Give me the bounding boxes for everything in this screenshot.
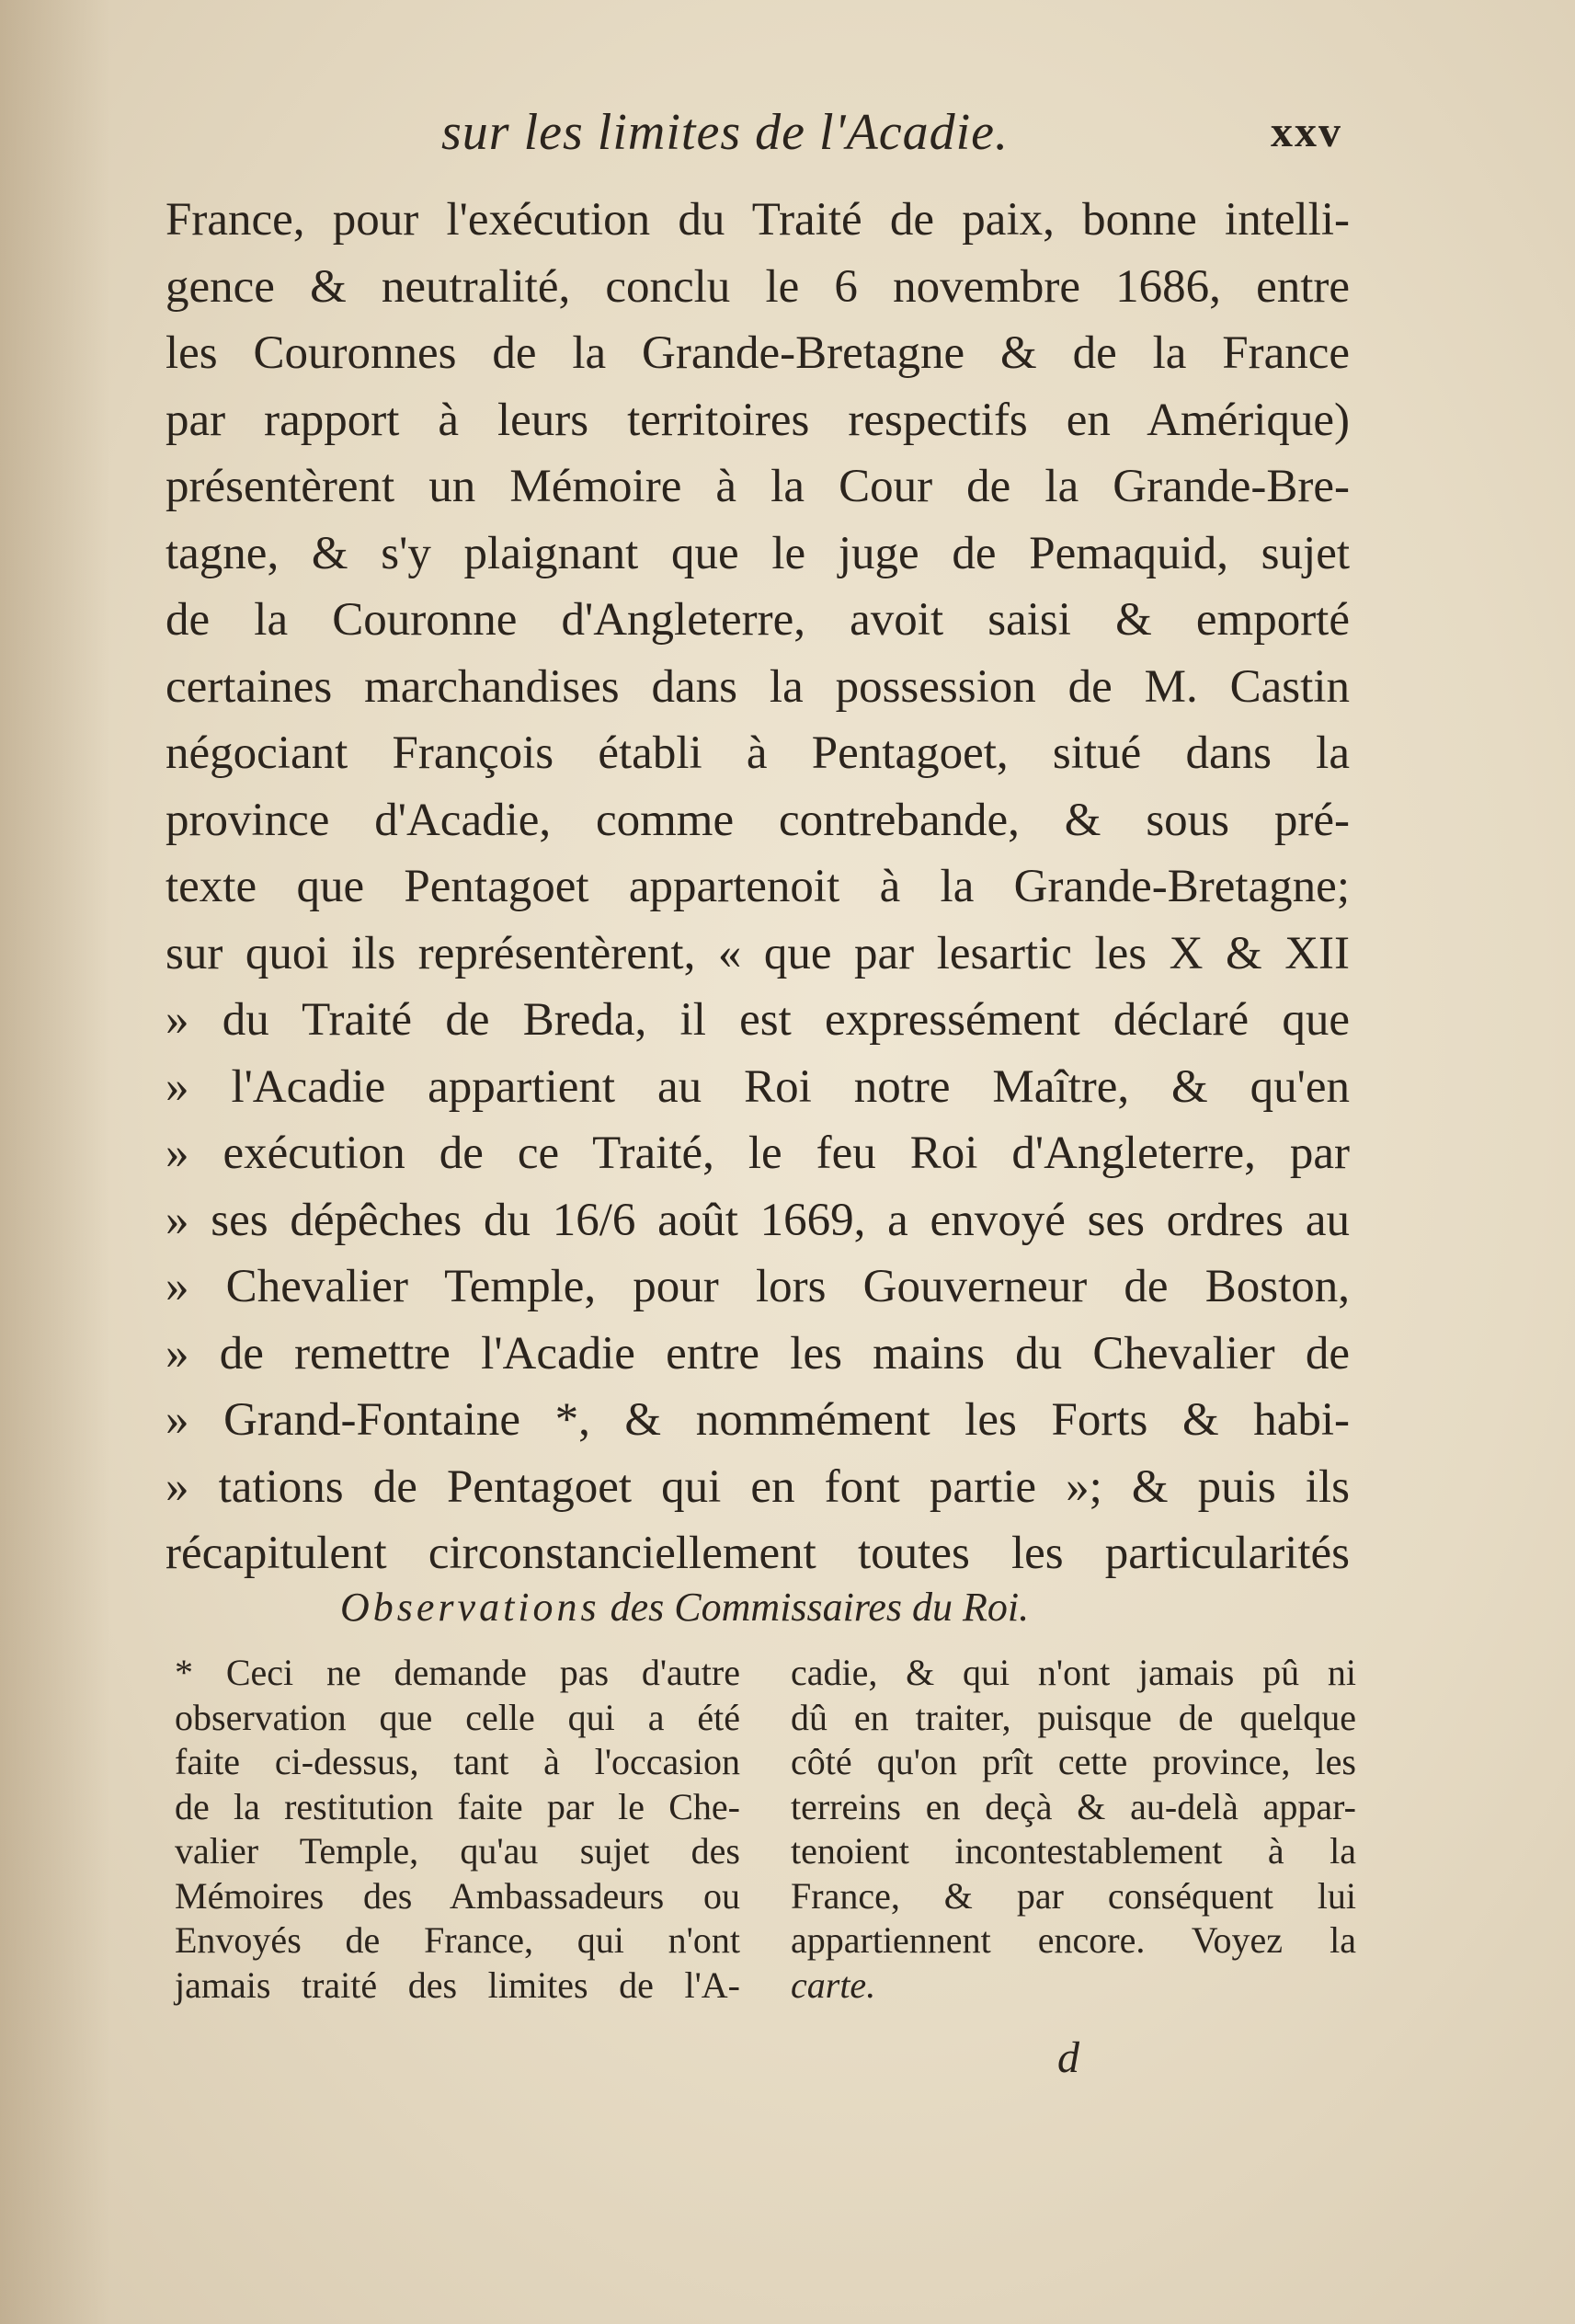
text-line: » Grand-Fontaine *, & nommément les Forts & habi- <box>165 1394 1350 1446</box>
footnote-line: cadie, & qui n'ont jamais pû ni <box>791 1652 1356 1693</box>
text-line: » l'Acadie appartient au Roi notre Maître, & qu'en <box>165 1060 1350 1113</box>
footnote-line: France, & par conséquent lui <box>791 1874 1356 1917</box>
signature-mark: d <box>1057 2033 1079 2082</box>
section-heading-caps: Observations <box>340 1585 600 1630</box>
footnote-line: Mémoires des Ambassadeurs ou <box>175 1874 740 1917</box>
text-line: province d'Acadie, comme contrebande, & sous pré- <box>165 794 1350 846</box>
footnote-line: carte. <box>791 1963 876 2006</box>
footnote-line: de la restitution faite par le Che- <box>175 1785 740 1827</box>
footnote-line: valier Temple, qu'au sujet des <box>175 1830 740 1872</box>
footnote-line: * Ceci ne demande pas d'autre <box>175 1652 740 1693</box>
footnote-column-left <box>175 1651 740 2008</box>
footnote-line: côté qu'on prît cette province, les <box>791 1741 1356 1782</box>
text-line: par rapport à leurs territoires respectifs en Amérique) <box>165 394 1350 446</box>
text-line: les Couronnes de la Grande-Bretagne & de la France <box>165 327 1350 379</box>
running-title: sur les limites de l'Acadie. <box>441 104 1009 161</box>
text-line: sur quoi ils représentèrent, « que par lesartic les X & XII <box>165 927 1350 979</box>
footnote-line: terreins en deçà & au-delà appar- <box>791 1785 1356 1827</box>
body-text <box>165 187 1350 1587</box>
section-heading-rest: des Commissaires du Roi. <box>610 1585 1030 1630</box>
page-number: xxv <box>1271 108 1342 156</box>
text-line: » du Traité de Breda, il est expressément déclaré que <box>165 994 1350 1046</box>
text-line: récapitulent circonstanciellement toutes les particularités <box>165 1528 1350 1579</box>
footnote-line: Envoyés de France, qui n'ont <box>175 1919 740 1961</box>
footnote-line: faite ci-dessus, tant à l'occasion <box>175 1741 740 1782</box>
footnote-line: dû en traiter, puisque de quelque <box>791 1696 1356 1738</box>
text-line: de la Couronne d'Angleterre, avoit saisi & emporté <box>165 594 1350 646</box>
footnote-line: tenoient incontestablement à la <box>791 1830 1356 1872</box>
text-line: texte que Pentagoet appartenoit à la Grande-Bretagne; <box>165 861 1350 912</box>
footnote-line: observation que celle qui a été <box>175 1696 740 1738</box>
footnote-column-right <box>791 1651 1356 2008</box>
footnote-line: jamais traité des limites de l'A- <box>175 1963 740 2006</box>
text-line: gence & neutralité, conclu le 6 novembre 1686, entre <box>165 260 1350 313</box>
text-line: tagne, & s'y plaignant que le juge de Pemaquid, sujet <box>165 527 1350 579</box>
footnote-line: appartiennent encore. Voyez la <box>791 1919 1356 1961</box>
text-line: » tations de Pentagoet qui en font partie »; & puis ils <box>165 1460 1350 1513</box>
text-line: » exécution de ce Traité, le feu Roi d'Angleterre, par <box>165 1128 1350 1179</box>
running-head <box>441 103 1361 177</box>
text-line: présentèrent un Mémoire à la Cour de la Grande-Bre- <box>165 461 1350 512</box>
text-line: France, pour l'exécution du Traité de paix, bonne intelli- <box>165 194 1350 246</box>
text-line: » Chevalier Temple, pour lors Gouverneur de Boston, <box>165 1261 1350 1312</box>
text-line: certaines marchandises dans la possession de M. Castin <box>165 660 1350 713</box>
text-line: négociant François établi à Pentagoet, situé dans la <box>165 727 1350 779</box>
text-line: » ses dépêches du 16/6 août 1669, a envoyé ses ordres au <box>165 1194 1350 1246</box>
footnotes <box>175 1651 1356 2037</box>
text-line: » de remettre l'Acadie entre les mains du Chevalier de <box>165 1327 1350 1380</box>
section-heading <box>340 1584 1241 1631</box>
